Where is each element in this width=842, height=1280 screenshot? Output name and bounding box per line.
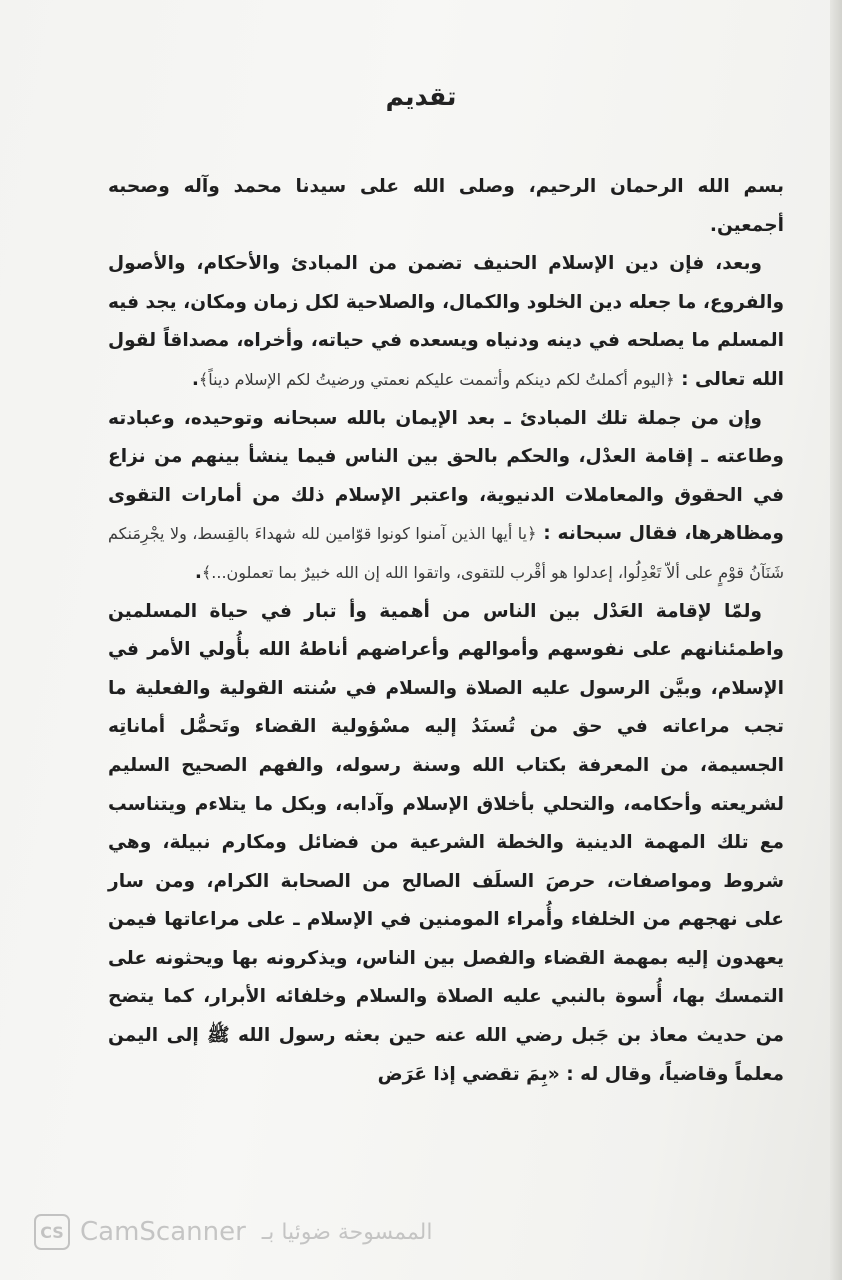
paragraph-2-lead: وإن من جملة تلك المبادئ ـ بعد الإيمان بالله سبحانه وتوحيده، وعبادته وطاعته ـ إقامة العدْل، والحكم بالحق بين الناس فيما ينشأ بينهم من نزاع في الحقوق والمعاملات الدنيوية، واعتبر الإسلام ذلك من أمارات التقوى ومظاهرها، فقال سبحانه : — [108, 407, 784, 545]
camscanner-arabic-caption: الممسوحة ضوئيا بـ — [261, 1219, 433, 1245]
paragraph-1-quote: ﴿اليوم أكملتُ لكم دينكم وأتممت عليكم نعمتي ورضيتُ لكم الإسلام ديناً﴾ — [198, 369, 675, 389]
intro-text: بسم الله الرحمان الرحيم، وصلى الله على سيدنا محمد وآله وصحبه أجمعين. — [108, 176, 784, 236]
body-text — [108, 168, 784, 1094]
paragraph-3-lead: ولمّا لإقامة العَدْل بين الناس من أهمية وأ تبار في حياة المسلمين واطمئنانهم على نفوسهم وأموالهم وأعراضهم أناطهُ الله بأُولي الأمر في الإسلام، وبيَّن الرسول عليه الصلاة والسلام في سُنته القولية والفعلية ما تجب مراعاته في حق من تُسنَدُ إليه مسْؤولية القضاء وتَحمُّل أماناتِه الجسيمة، من المعرفة بكتاب الله وسنة رسوله، والفهم الصحيح السليم لشريعته وأحكامه، والتحلي بأخلاق الإسلام وآدابه، وبكل ما يتلاءم ويتناسب مع تلك المهمة الدينية والخطة الشرعية من فضائل ومكارم نبيلة، وهي شروط ومواصفات، حرصَ السلَف الصالح من الصحابة الكرام، ومن سار على نهجهم من الخلفاء وأُمراء المومنين في الإسلام ـ على مراعاتها فيمن يعهدون إليه بمهمة القضاء والفصل بين الناس، ويذكرونه بها ويحثونه على التمسك بها، أُسوة بالنبي عليه الصلاة والسلام وخلفائه الأبرار، كما يتضح من حديث معاذ بن جَبل رضي الله عنه حين بعثه رسول الله ﷺ إلى اليمن معلماً وقاضياً، وقال له : «بِمَ تقضي إذا عَرَض — [108, 600, 784, 1085]
paragraph-1-tail: . — [191, 368, 199, 390]
camscanner-brand: CamScanner — [80, 1217, 246, 1247]
paragraph-1-lead: وبعد، فإن دين الإسلام الحنيف تضمن من المبادئ والأحكام، والأصول والفروع، ما جعله دين الخلود والكمال، والصلاحية لكل زمان ومكان، يجد فيه المسلم ما يصلحه في دينه ودنياه ويسعده في حياته، وأخراه، مصداقاً لقول الله تعالى : — [108, 253, 784, 390]
page-heading: تقديم — [385, 82, 457, 111]
paragraph-1 — [108, 245, 784, 399]
paragraph-2-tail: . — [194, 561, 202, 583]
camscanner-watermark — [34, 1212, 433, 1252]
paragraph-2 — [108, 400, 784, 593]
paragraph-intro — [108, 168, 784, 245]
page-edge-shadow — [830, 0, 842, 1280]
camscanner-logo-icon: CS — [34, 1214, 70, 1250]
paragraph-3 — [108, 593, 784, 1095]
paragraph-2-quote: ﴿يا أيها الذين آمنوا كونوا قوّامين لله شهداءَ بالقِسط، ولا يجْرِمَنكم شَنَآنُ قوْمٍ على ألاّ تَعْدِلُوا، إعدلوا هو أقْرب للتقوى، واتقوا الله إن الله خبيرٌ بما تعملون...﴾ — [108, 524, 784, 582]
